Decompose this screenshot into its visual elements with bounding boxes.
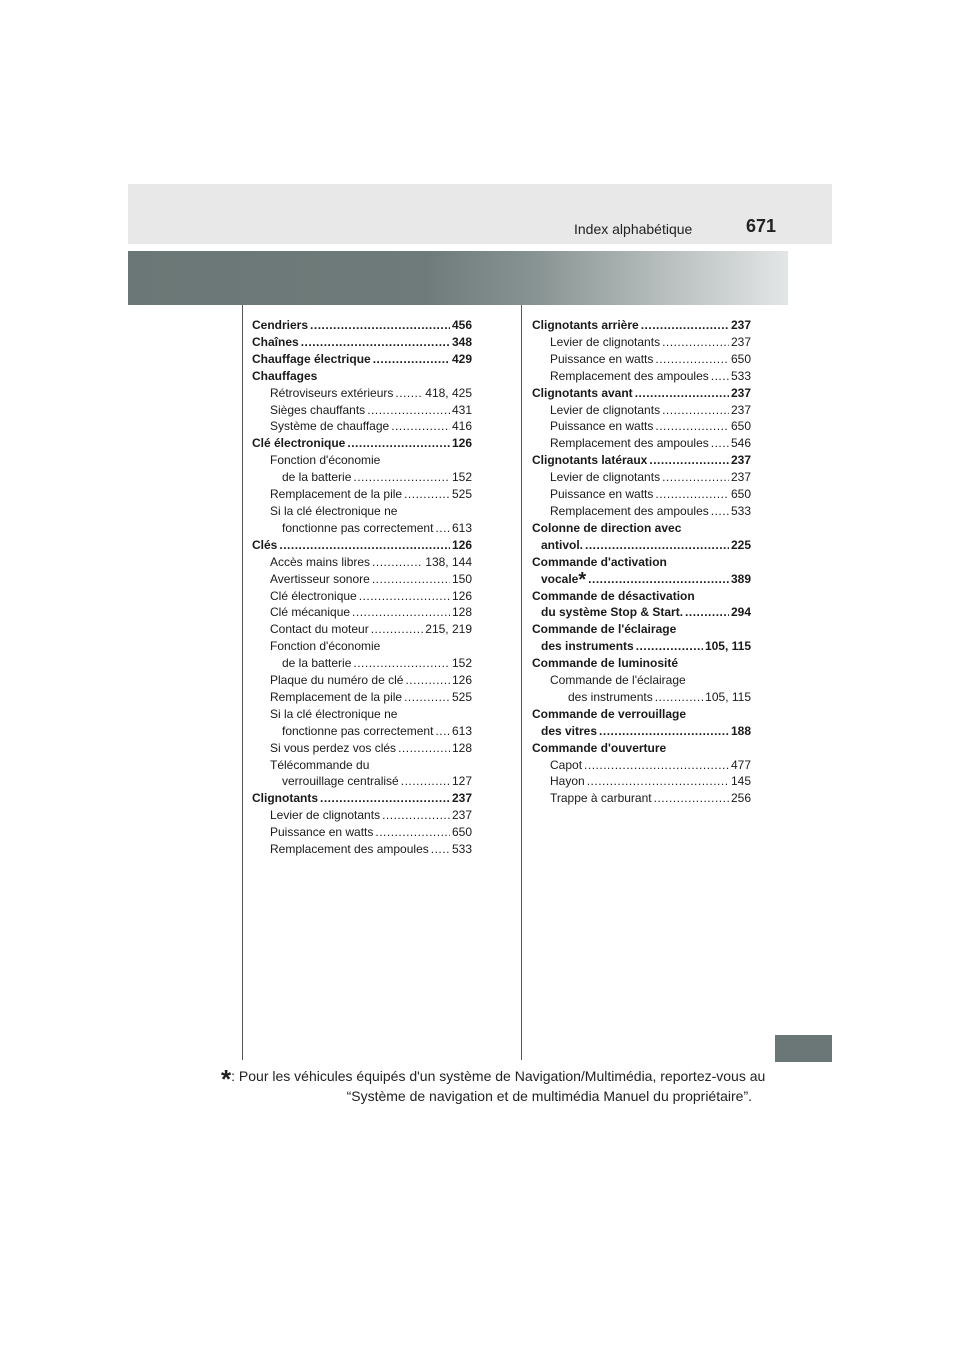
index-heading: Chauffages [252, 368, 318, 383]
index-entry: du système Stop & Start. ..... 294 [532, 604, 751, 621]
index-subentry: Remplacement des ampoules ..... 533 [252, 841, 472, 858]
index-subentry: Levier de clignotants ..... 237 [532, 402, 751, 419]
index-column-left [252, 317, 472, 858]
footnote-star: * [221, 1064, 232, 1094]
header-title: Index alphabétique [574, 221, 693, 237]
index-entry: des vitres ..... 188 [532, 723, 751, 740]
section-banner [128, 251, 788, 305]
index-subentry: Remplacement de la pile ..... 525 [252, 689, 472, 706]
index-heading: Commande de désactivation [532, 588, 695, 603]
index-subentry: Avertisseur sonore ..... 150 [252, 571, 472, 588]
index-subentry: Clé électronique ..... 126 [252, 588, 472, 605]
index-heading: Commande de luminosité [532, 656, 679, 671]
column-divider-middle [521, 305, 522, 1060]
index-subentry: Trappe à carburant ..... 256 [532, 790, 751, 807]
index-subentry: Remplacement des ampoules ..... 533 [532, 503, 751, 520]
footnote-line-2: “Système de navigation et de multimédia Manuel du propriétaire”. [346, 1088, 752, 1104]
index-subentry: Puissance en watts ..... 650 [252, 824, 472, 841]
index-subentry: Si la clé électronique ne [270, 503, 398, 518]
index-subentry: verrouillage centralisé ..... 127 [252, 773, 472, 790]
index-subentry: fonctionne pas correctement ..... 613 [252, 723, 472, 740]
section-tab-marker [775, 1035, 832, 1062]
index-entry: Clignotants arrière ..... 237 [532, 317, 751, 334]
index-heading: Commande de verrouillage [532, 706, 687, 721]
index-subentry: des instruments ..... 105, 115 [532, 689, 751, 706]
index-subentry: Fonction d'économie [270, 453, 381, 468]
index-entry: Chaînes ..... 348 [252, 334, 472, 351]
footnote-line-1: *: Pour les véhicules équipés d'un système de Navigation/Multimédia, reportez-vous au [221, 1064, 766, 1094]
index-subentry: Rétroviseurs extérieurs ..... 418, 425 [252, 385, 472, 402]
column-divider-left [242, 305, 243, 1060]
index-subentry: Si vous perdez vos clés ..... 128 [252, 740, 472, 757]
index-subentry: Levier de clignotants ..... 237 [532, 469, 751, 486]
header-band [128, 184, 832, 244]
index-entry: Clés ..... 126 [252, 537, 472, 554]
index-subentry: Remplacement de la pile ..... 525 [252, 486, 472, 503]
index-subentry: Capot ..... 477 [532, 757, 751, 774]
index-subentry: Levier de clignotants ..... 237 [532, 334, 751, 351]
index-subentry: de la batterie ..... 152 [252, 655, 472, 672]
index-heading: Commande d'ouverture [532, 740, 667, 755]
index-entry: Clignotants avant ..... 237 [532, 385, 751, 402]
index-subentry: Contact du moteur ..... 215, 219 [252, 621, 472, 638]
index-subentry: Puissance en watts ..... 650 [532, 486, 751, 503]
index-entry: antivol. ..... 225 [532, 537, 751, 554]
index-subentry: Accès mains libres ..... 138, 144 [252, 554, 472, 571]
index-entry: Clé électronique ..... 126 [252, 435, 472, 452]
index-subentry: de la batterie ..... 152 [252, 469, 472, 486]
index-entry: Chauffage électrique ..... 429 [252, 351, 472, 368]
index-subentry: Puissance en watts ..... 650 [532, 351, 751, 368]
index-subentry: Remplacement des ampoules ..... 533 [532, 368, 751, 385]
index-entry: Clignotants ..... 237 [252, 790, 472, 807]
index-subentry: Plaque du numéro de clé ..... 126 [252, 672, 472, 689]
index-subentry: fonctionne pas correctement ..... 613 [252, 520, 472, 537]
index-subentry: Système de chauffage ..... 416 [252, 418, 472, 435]
index-subentry: Commande de l'éclairage [550, 673, 686, 688]
index-subentry: Hayon ..... 145 [532, 773, 751, 790]
index-column-right [532, 317, 751, 807]
index-entry: Cendriers ..... 456 [252, 317, 472, 334]
index-subentry: Si la clé électronique ne [270, 706, 398, 721]
index-entry: Clignotants latéraux ..... 237 [532, 452, 751, 469]
index-subentry: Fonction d'économie [270, 639, 381, 654]
footnote-marker: * [578, 568, 587, 591]
index-subentry: Clé mécanique ..... 128 [252, 604, 472, 621]
index-subentry: Puissance en watts ..... 650 [532, 418, 751, 435]
footnote [221, 1064, 766, 1106]
index-heading: Colonne de direction avec [532, 520, 682, 535]
index-subentry: Remplacement des ampoules ..... 546 [532, 435, 751, 452]
index-subentry: Télécommande du [270, 757, 370, 772]
page-number: 671 [746, 216, 777, 236]
index-entry: vocale* ..... 389 [532, 571, 751, 588]
index-subentry: Sièges chauffants ..... 431 [252, 402, 472, 419]
index-heading: Commande d'activation [532, 554, 667, 569]
index-entry: des instruments ..... 105, 115 [532, 638, 751, 655]
index-subentry: Levier de clignotants ..... 237 [252, 807, 472, 824]
index-heading: Commande de l'éclairage [532, 622, 677, 637]
